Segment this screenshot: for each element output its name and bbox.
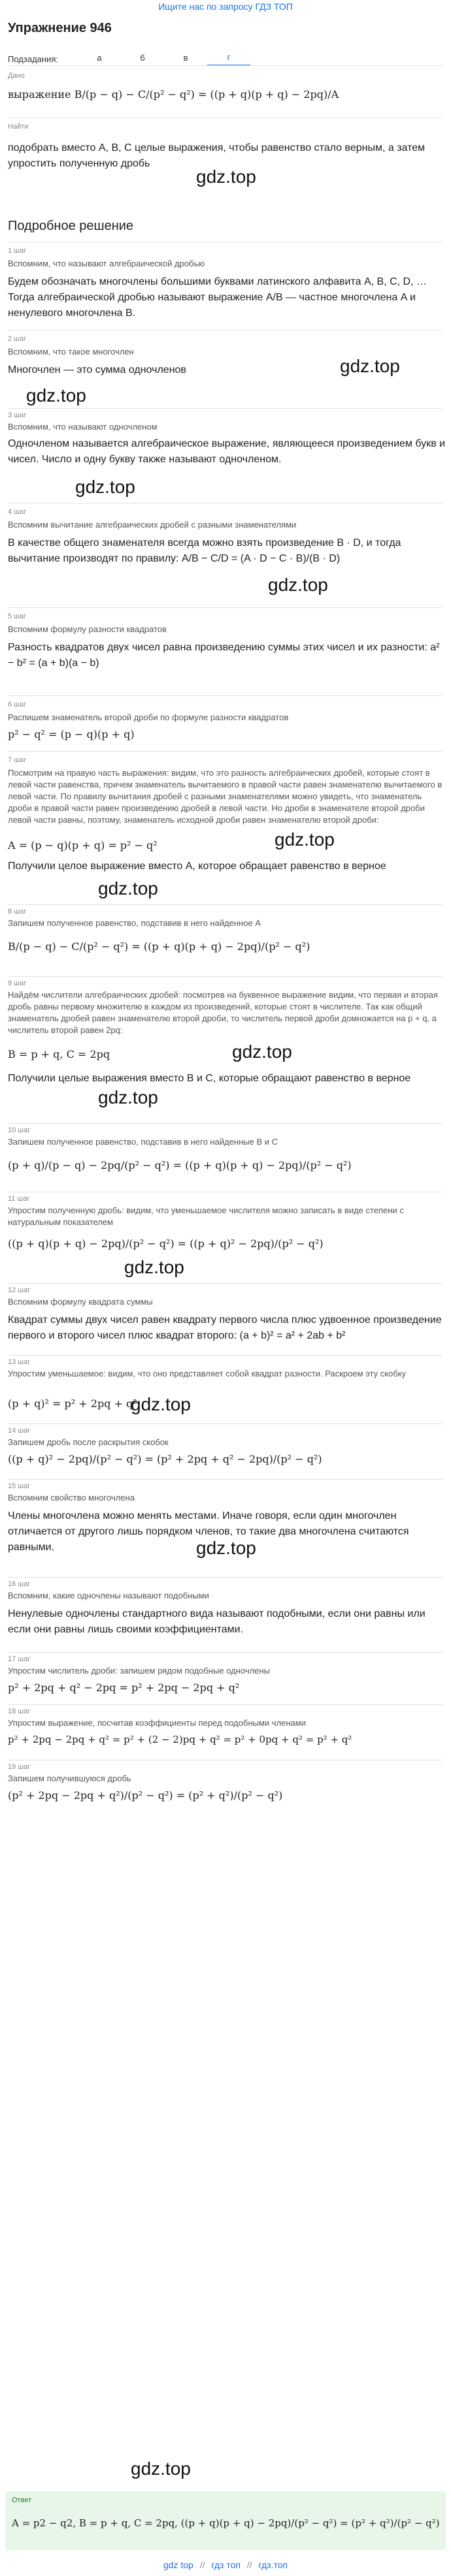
watermark: gdz.top — [26, 385, 86, 405]
watermark: gdz.top — [196, 1538, 256, 1558]
step-hint: Вспомним формулу квадрата суммы — [8, 1297, 153, 1307]
answer-label: Ответ — [12, 2496, 32, 2504]
step-text: Многочлен — это сумма одночленов — [8, 364, 186, 375]
step-hint: Вспомним, какие одночлены называют подобными — [8, 1591, 209, 1600]
step-number: 4 шаг — [8, 508, 27, 516]
divider — [8, 1423, 443, 1424]
answer-formula: A = p2 − q2, B = p + q, C = 2pq, ((p + q)(p + q) − 2pq)/(p² − q²) = (p² + q²)/(p² − q²) — [12, 2517, 440, 2529]
divider — [8, 1479, 443, 1480]
step-number: 15 шаг — [8, 1482, 31, 1490]
footer-link[interactable]: гдз.топ — [258, 2560, 288, 2570]
divider — [8, 1283, 443, 1284]
step-number: 6 шаг — [8, 701, 27, 708]
watermark: gdz.top — [98, 878, 158, 898]
divider — [8, 1123, 443, 1124]
step-number: 17 шаг — [8, 1655, 31, 1663]
watermark: gdz.top — [275, 829, 335, 850]
watermark: gdz.top — [196, 167, 256, 187]
step-formula: (p + q)² = p² + 2pq + q² — [8, 1397, 137, 1410]
divider — [8, 1577, 443, 1578]
step-number: 8 шаг — [8, 908, 27, 915]
step-number: 7 шаг — [8, 756, 27, 764]
step-hint: Упростим числитель дроби: запишем рядом подобные одночлены — [8, 1666, 270, 1676]
step-text: Разность квадратов двух чисел равна произведению суммы этих чисел и их разности: a² − b² = (a + b)(a − b) — [8, 642, 440, 669]
divider — [8, 904, 443, 905]
step-number: 18 шаг — [8, 1708, 31, 1715]
step-number: 10 шаг — [8, 1126, 31, 1134]
footer-link[interactable]: gdz top — [163, 2560, 193, 2570]
step-text: В качестве общего знаменателя всегда можно взять произведение B · D, и тогда вычитание производят по правилу: A/B − C/D = (A · D − C · B)/(B · D) — [8, 537, 401, 564]
watermark: gdz.top — [98, 1087, 158, 1107]
footer-separator: // — [246, 2560, 252, 2570]
step-number: 13 шаг — [8, 1358, 31, 1366]
step-hint: Запишем полученное равенство, подставив в него найденные B и C — [8, 1137, 278, 1147]
footer-separator: // — [199, 2560, 205, 2570]
step-number: 11 шаг — [8, 1195, 30, 1203]
step-formula: B = p + q, C = 2pq — [8, 1048, 110, 1060]
footer-links — [0, 2560, 451, 2570]
step-number: 16 шаг — [8, 1580, 31, 1588]
watermark: gdz.top — [131, 1394, 191, 1414]
step-text: Одночленом называется алгебраическое выражение, являющееся произведением букв и чисел. Число и одну букву также называют одночленом. — [8, 438, 446, 465]
watermark: gdz.top — [75, 477, 135, 497]
step-text: Будем обозначать многочлены большими буквами латинского алфавита A, B, C, D, … Тогда алгебраической дробью называют выражение A/B — частное многочлена A и ненулевого многочлена B. — [8, 276, 427, 319]
footer-link[interactable]: гдз топ — [211, 2560, 241, 2570]
divider — [8, 751, 443, 752]
top-search-link[interactable]: Ищите нас по запросу ГДЗ ТОП — [158, 1, 293, 12]
step-formula: (p + q)/(p − q) − 2pq/(p² − q²) = ((p + q)(p + q) − 2pq)/(p² − q²) — [8, 1159, 352, 1171]
step-hint: Запишем получившуюся дробь — [8, 1773, 131, 1783]
step-number: 1 шаг — [8, 247, 27, 255]
watermark: gdz.top — [340, 356, 400, 376]
step-hint: Вспомним, что называют одночленом — [8, 422, 158, 432]
step-formula: p² + 2pq + q² − 2pq = p² + 2pq − 2pq + q² — [8, 1681, 240, 1694]
step-hint: Вспомним формулу разности квадратов — [8, 624, 167, 634]
subtasks-bar — [8, 52, 250, 66]
step-hint: Вспомним, что называют алгебраической дробью — [8, 259, 205, 268]
step-text: Члены многочлена можно менять местами. Иначе говоря, если один многочлен отличается от другого лишь порядком членов, то такие два многочлена считаются равными. — [8, 1510, 409, 1553]
step-number: 2 шаг — [8, 335, 27, 343]
tab-v[interactable]: в — [183, 53, 188, 63]
step-hint: Запишем дробь после раскрытия скобок — [8, 1437, 169, 1447]
divider — [8, 1704, 443, 1705]
step-hint: Посмотрим на правую часть выражения: видим, что это разность алгебраических дробей, которые стоят в левой части равенства, причем знаменатель вычитаемого в правой части равен знаменателю вычитаемого в левой части. По правилу вычитания дробей с разными знаменателями можно увидеть, что знаменатель дроби в правой части равен произведению дробей в левой части. Но дроби в знаменателе второй дроби левой части равны, поэтому, знаменатель исходной дроби равен знаменателю второй дроби: — [8, 768, 443, 825]
step-formula: ((p + q)² − 2pq)/(p² − q²) = (p² + 2pq + q² − 2pq)/(p² − q²) — [8, 1453, 322, 1465]
watermark: gdz.top — [124, 1257, 184, 1277]
step-number: 19 шаг — [8, 1763, 31, 1771]
watermark: gdz.top — [232, 1042, 292, 1062]
divider — [8, 1652, 443, 1653]
given-formula: выражение B/(p − q) − C/(p² − q²) = ((p + q)(p + q) − 2pq)/A — [8, 88, 339, 101]
divider — [8, 408, 443, 409]
divider — [8, 607, 443, 608]
tab-g[interactable]: г — [207, 52, 250, 66]
step-formula: (p² + 2pq − 2pq + q²)/(p² − q²) = (p² + q²)/(p² − q²) — [8, 1789, 283, 1802]
watermark: gdz.top — [268, 575, 328, 595]
step-text: Получили целые выражения вместо B и C, которые обращают равенство в верное — [8, 1073, 411, 1084]
step-hint: Упростим уменьшаемое: видим, что оно представляет собой квадрат разности. Раскроем эту скобку — [8, 1369, 407, 1378]
step-number: 9 шаг — [8, 979, 27, 987]
step-hint: Вспомним, что такое многочлен — [8, 347, 134, 357]
divider — [8, 695, 443, 696]
step-formula: p² + 2pq − 2pq + q² = p² + (2 − 2)pq + q² = p² + 0pq + q² = p² + q² — [8, 1734, 352, 1745]
step-formula: A = (p − q)(p + q) = p² − q² — [8, 839, 158, 851]
step-hint: Запишем полученное равенство, подставив в него найденное A — [8, 918, 261, 928]
tab-a[interactable]: а — [97, 53, 102, 63]
divider — [8, 976, 443, 977]
step-hint: Распишем знаменатель второй дроби по формуле разности квадратов — [8, 712, 289, 722]
step-number: 12 шаг — [8, 1286, 31, 1294]
watermark: gdz.top — [131, 2458, 191, 2479]
find-label: Найти — [8, 123, 29, 131]
step-hint: Упростим выражение, посчитав коэффициенты перед подобными членами — [8, 1718, 306, 1728]
step-hint: Вспомним свойство многочлена — [8, 1493, 135, 1503]
step-number: 5 шаг — [8, 612, 27, 620]
solution-title: Подробное решение — [8, 219, 134, 233]
find-text: подобрать вместо A, B, C целые выражения, чтобы равенство стало верным, а затем упростить полученную дробь — [8, 142, 426, 169]
step-hint: Упростим полученную дробь: видим, что уменьшаемое числителя можно записать в виде степени с натуральным показателем — [8, 1205, 404, 1227]
step-number: 3 шаг — [8, 411, 27, 419]
step-formula: ((p + q)(p + q) − 2pq)/(p² − q²) = ((p + q)² − 2pq)/(p² − q²) — [8, 1237, 324, 1250]
subtasks-label: Подзадания: — [8, 54, 58, 64]
step-text: Квадрат суммы двух чисел равен квадрату первого числа плюс удвоенное произведение первого и второго чисел плюс квадрат второго: (a + b)² = a² + 2ab + b² — [8, 1314, 442, 1341]
step-hint: Найдём числители алгебраических дробей: посмотрев на буквенное выражение видим, что первая и вторая дробь равны первому множителю в каждом из произведений, которые стоят в числителе. Так как общий знаменатель дробей равен знаменателю второй дроби, то числитель первой дроби домножается на p + q, а числитель второй равен 2pq: — [8, 990, 438, 1035]
answer-box — [5, 2491, 446, 2550]
step-text: Получили целое выражение вместо A, которое обращает равенство в верное — [8, 861, 386, 872]
page-title: Упражнение 946 — [8, 21, 112, 35]
divider — [8, 1355, 443, 1356]
step-formula: p² − q² = (p − q)(p + q) — [8, 728, 135, 740]
step-text: Ненулевые одночлены стандартного вида называют подобными, если они равны или если они равны лишь своими коэффициентами. — [8, 1608, 426, 1635]
divider — [8, 65, 443, 66]
step-formula: B/(p − q) − C/(p² − q²) = ((p + q)(p + q) − 2pq)/(p² − q²) — [8, 940, 310, 953]
tab-b[interactable]: б — [140, 53, 145, 63]
step-number: 14 шаг — [8, 1427, 31, 1435]
step-hint: Вспомним вычитание алгебраических дробей с разными знаменателями — [8, 520, 297, 530]
given-label: Дано — [8, 72, 25, 80]
